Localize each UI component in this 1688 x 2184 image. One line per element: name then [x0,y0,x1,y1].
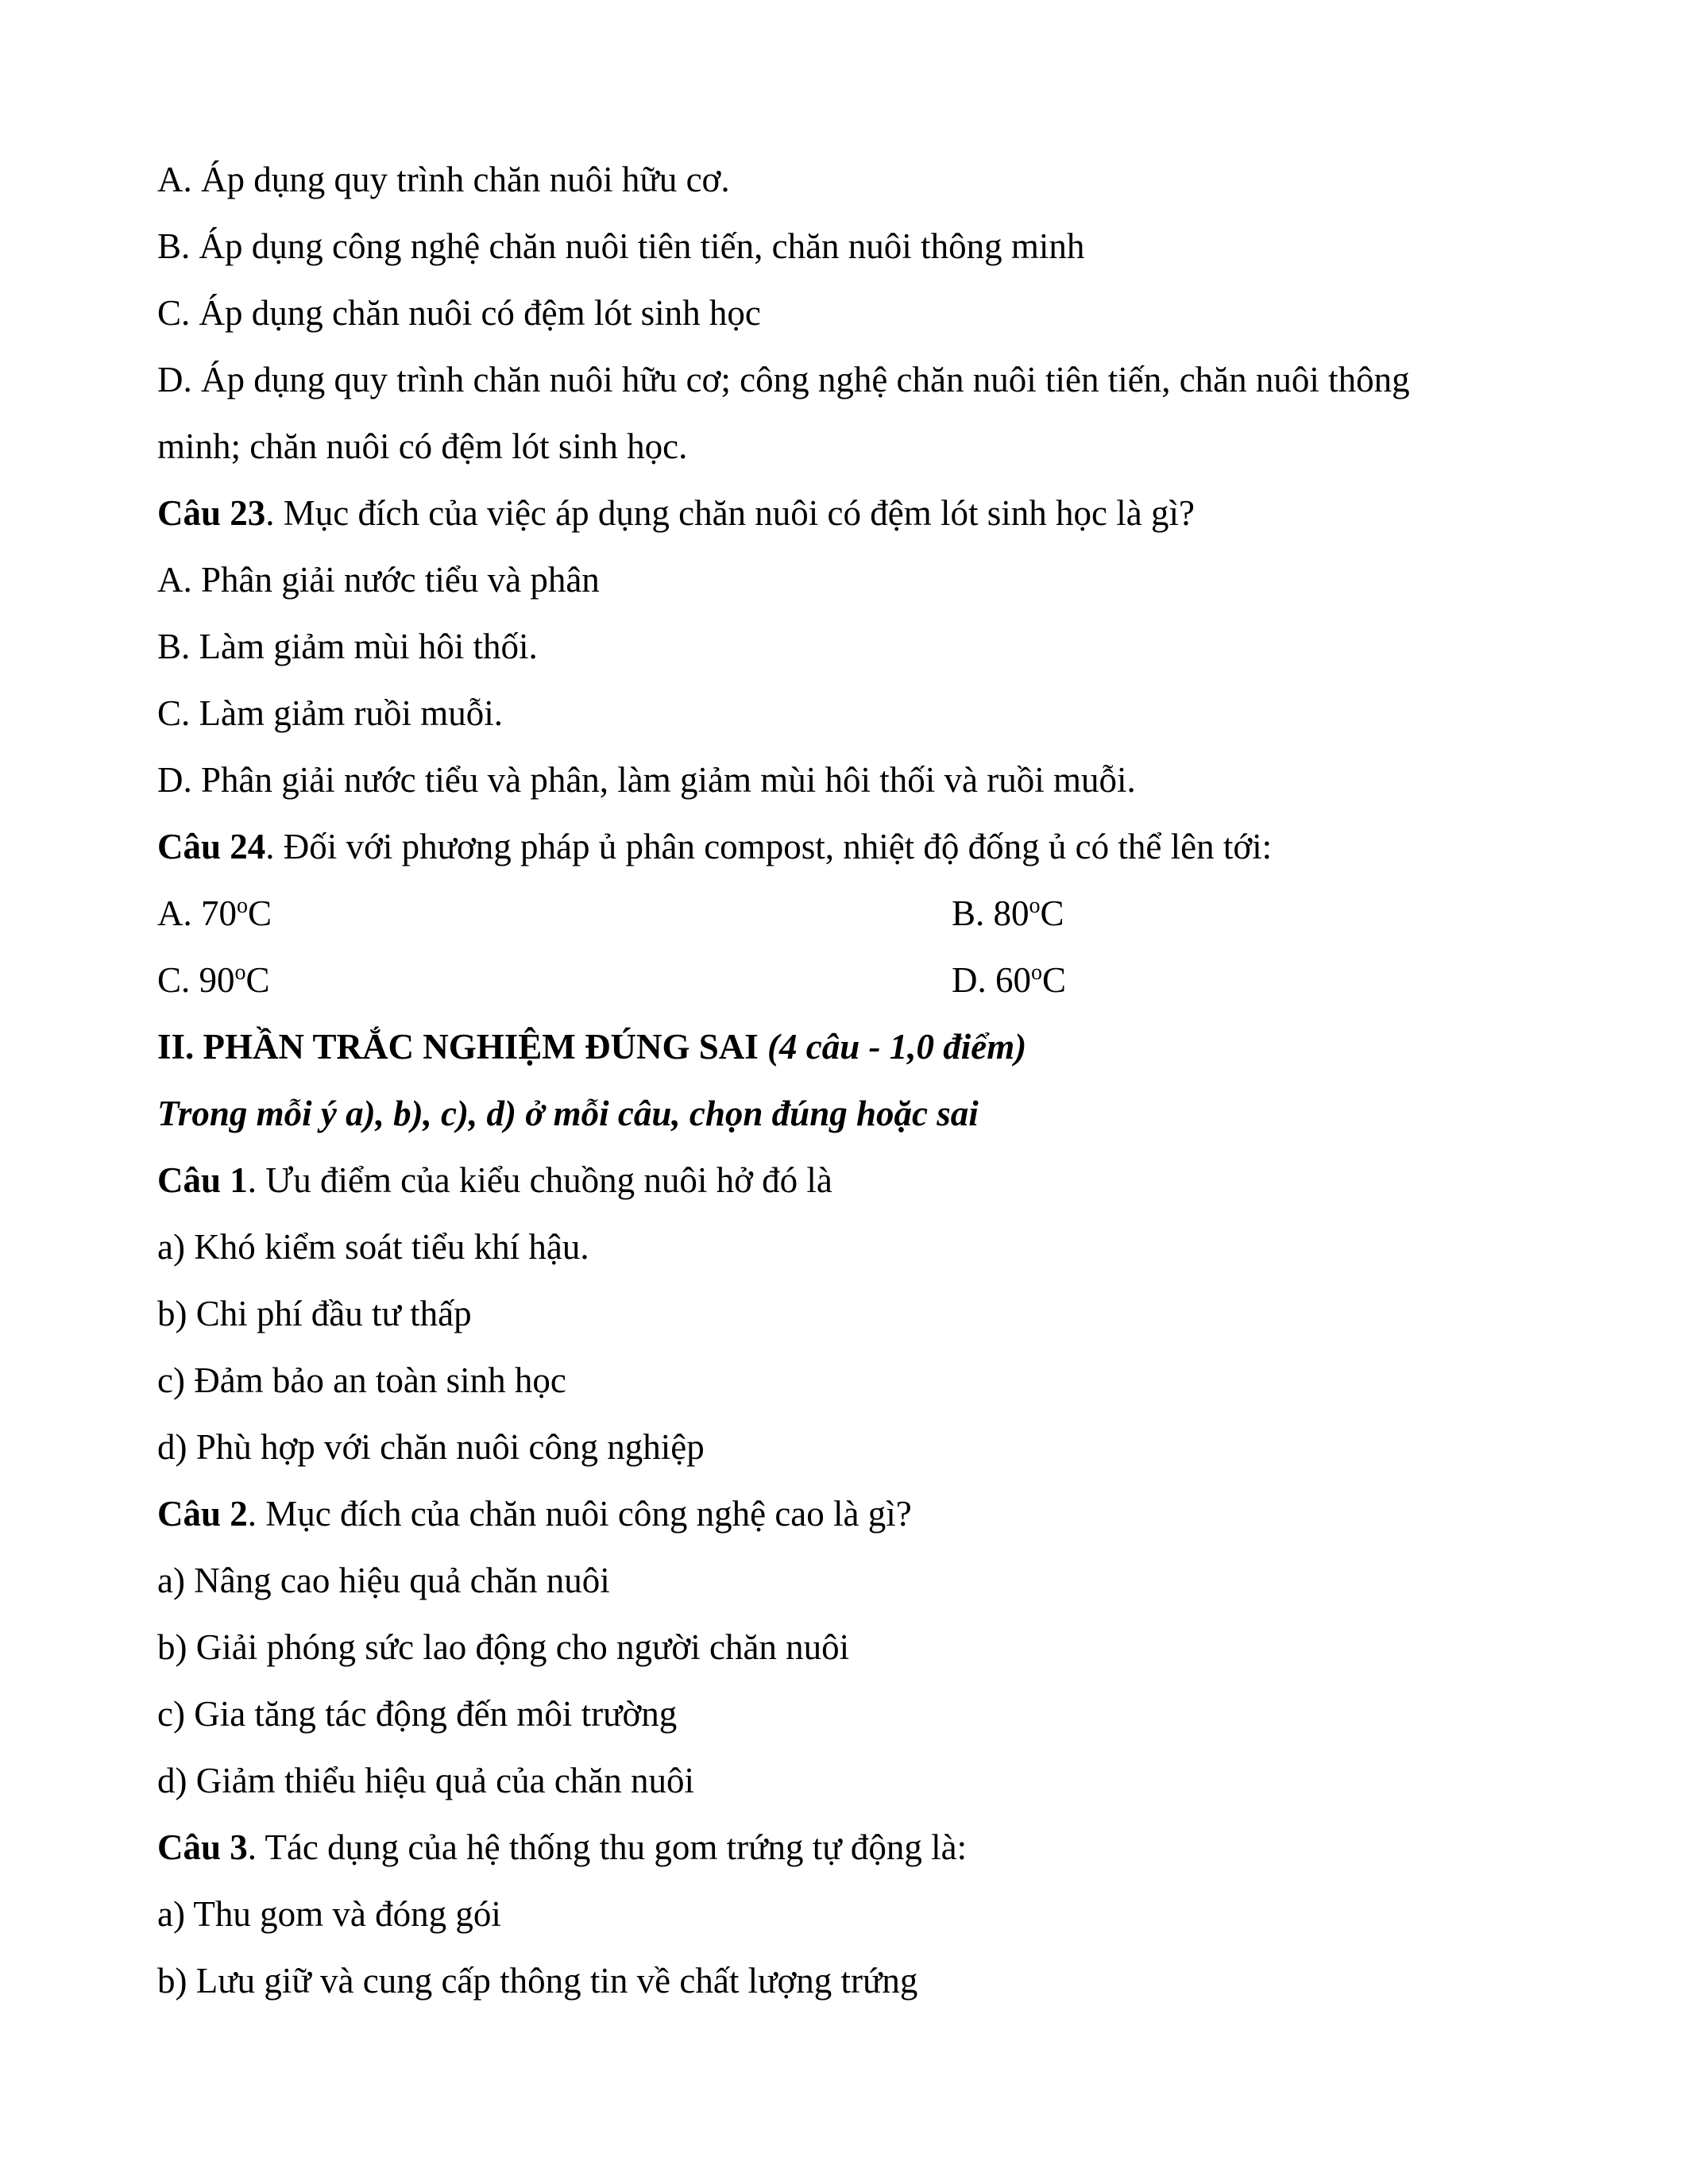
tf1-item-b: b) Chi phí đầu tư thấp [157,1294,472,1333]
degree-sup: o [1029,893,1041,918]
tf2-text: . Mục đích của chăn nuôi công nghệ cao là gì? [247,1494,912,1534]
q24-option-a [157,891,272,941]
q22-option-b: B. Áp dụng công nghệ chăn nuôi tiên tiến, chăn nuôi thông minh [157,226,1085,266]
q24-option-b-value: B. 80 [952,893,1029,933]
q23-option-d: D. Phân giải nước tiểu và phân, làm giảm mùi hôi thối và ruồi muỗi. [157,760,1136,800]
tf1-item-d: d) Phù hợp với chăn nuôi công nghiệp [157,1427,705,1467]
tf1-item-c: c) Đảm bảo an toàn sinh học [157,1360,566,1400]
q22-option-d-line1: D. Áp dụng quy trình chăn nuôi hữu cơ; công nghệ chăn nuôi tiên tiến, chăn nuôi thông [157,360,1410,399]
degree-sup: o [234,960,246,985]
q22-option-d-line2: minh; chăn nuôi có đệm lót sinh học. [157,426,688,466]
q24-option-d [952,958,1066,1008]
unit: C [245,960,270,1000]
tf2-question [157,1491,912,1536]
q24-option-a-value: A. 70 [157,893,237,933]
q23-option-b: B. Làm giảm mùi hôi thối. [157,627,538,666]
q24-option-c [157,958,270,1008]
tf1-item-a: a) Khó kiểm soát tiểu khí hậu. [157,1227,589,1267]
q23-label: Câu 23 [157,493,266,533]
q24-text: . Đối với phương pháp ủ phân compost, nhiệt độ đống ủ có thể lên tới: [265,827,1273,866]
q23-option-a: A. Phân giải nước tiểu và phân [157,560,600,600]
q24-question [157,824,1272,869]
section-2-heading [157,1024,1026,1069]
section-2-note: (4 câu - 1,0 điểm) [767,1027,1027,1067]
tf1-text: . Ưu điểm của kiểu chuồng nuôi hở đó là [247,1160,832,1200]
tf2-item-c: c) Gia tăng tác động đến môi trường [157,1694,678,1734]
section-2-instruction: Trong mỗi ý a), b), c), d) ở mỗi câu, chọn đúng hoặc sai [157,1094,979,1133]
q23-option-c: C. Làm giảm ruồi muỗi. [157,693,503,733]
tf3-item-b: b) Lưu giữ và cung cấp thông tin về chất lượng trứng [157,1961,918,2001]
q24-option-b [952,891,1064,941]
unit: C [1042,960,1067,1000]
section-2-title: II. PHẦN TRẮC NGHIỆM ĐÚNG SAI [157,1027,767,1067]
tf2-item-a: a) Nâng cao hiệu quả chăn nuôi [157,1561,610,1600]
tf3-text: . Tác dụng của hệ thống thu gom trứng tự động là: [247,1827,968,1867]
tf3-item-a: a) Thu gom và đóng gói [157,1894,501,1934]
tf1-label: Câu 1 [157,1160,248,1200]
q24-option-c-value: C. 90 [157,960,235,1000]
degree-sup: o [1031,960,1042,985]
unit: C [248,893,272,933]
tf1-question [157,1158,832,1202]
q24-option-d-value: D. 60 [952,960,1031,1000]
q22-option-a: A. Áp dụng quy trình chăn nuôi hữu cơ. [157,160,730,199]
q23-question [157,491,1195,535]
degree-sup: o [237,893,248,918]
tf3-question [157,1825,967,1870]
unit: C [1040,893,1064,933]
tf2-item-d: d) Giảm thiểu hiệu quả của chăn nuôi [157,1761,695,1800]
tf2-label: Câu 2 [157,1494,248,1534]
tf3-label: Câu 3 [157,1827,248,1867]
tf2-item-b: b) Giải phóng sức lao động cho người chăn nuôi [157,1627,850,1667]
q22-option-c: C. Áp dụng chăn nuôi có đệm lót sinh học [157,293,761,333]
q23-text: . Mục đích của việc áp dụng chăn nuôi có đệm lót sinh học là gì? [265,493,1195,533]
q24-label: Câu 24 [157,827,266,866]
